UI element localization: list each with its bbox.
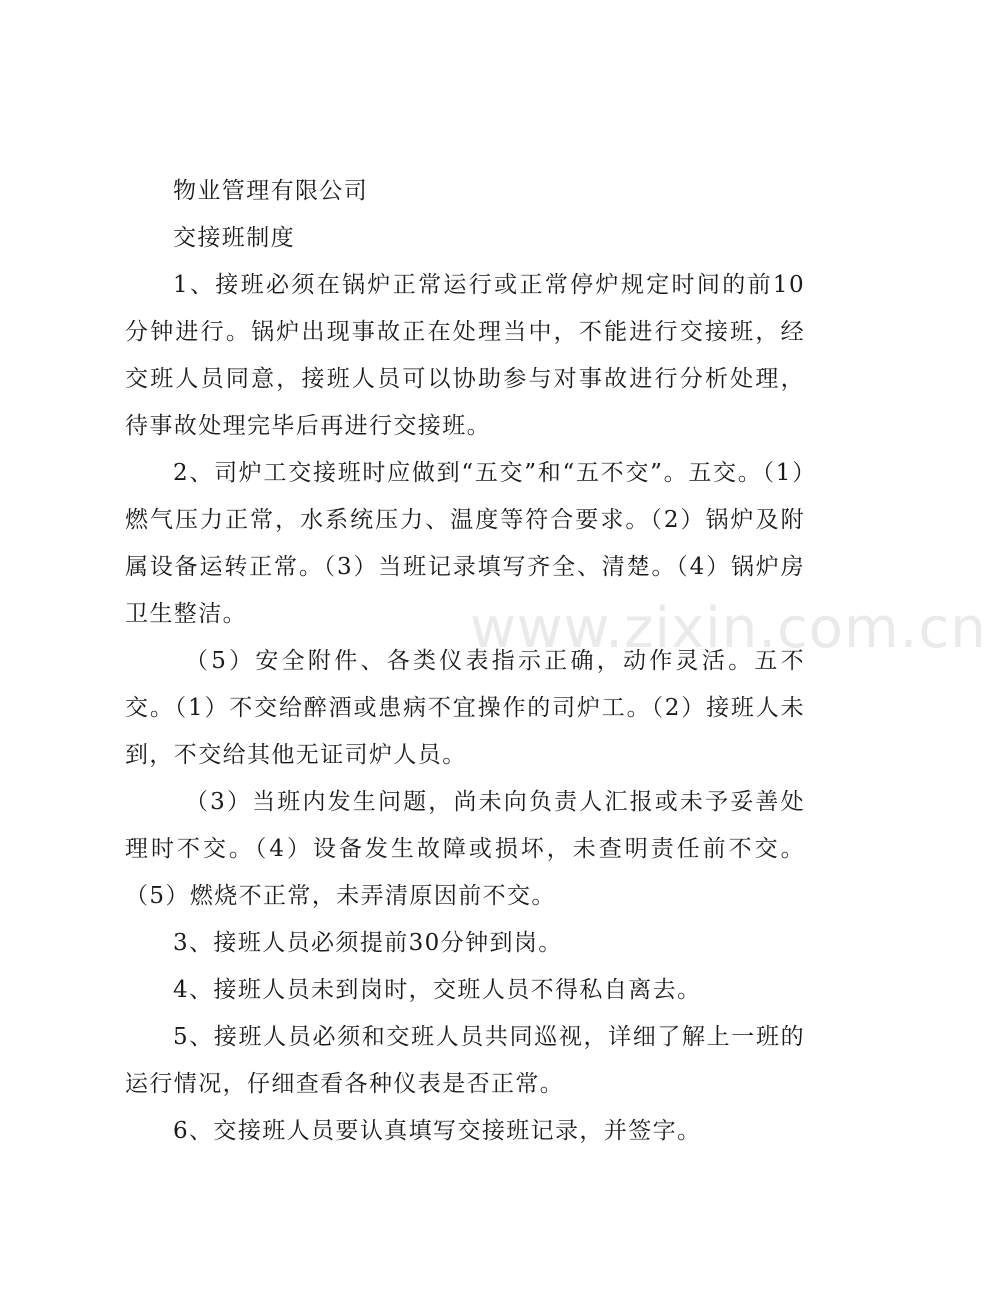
paragraph-3: （5）安全附件、各类仪表指示正确，动作灵活。五不交。（1）不交给醉酒或患病不宜操作的司炉工。（2）接班人未到，不交给其他无证司炉人员。 — [125, 648, 805, 768]
watermark: www.zixin.com.cn — [470, 596, 987, 661]
paragraph-5: 3、接班人员必须提前30分钟到岗。 — [173, 930, 563, 956]
paragraph-6: 4、接班人员未到岗时，交班人员不得私自离去。 — [173, 977, 702, 1003]
paragraph-7: 5、接班人员必须和交班人员共同巡视，详细了解上一班的运行情况，仔细查看各种仪表是否正常。 — [125, 1024, 805, 1097]
company-name: 物业管理有限公司 — [173, 178, 369, 204]
paragraph-8: 6、交接班人员要认真填写交接班记录，并签字。 — [173, 1118, 702, 1144]
document-body — [125, 168, 805, 1155]
paragraph-1: 1、接班必须在锅炉正常运行或正常停炉规定时间的前10分钟进行。锅炉出现事故正在处理当中，不能进行交接班，经交班人员同意，接班人员可以协助参与对事故进行分析处理，待事故处理完毕后再进行交接班。 — [125, 272, 805, 439]
paragraph-4: （3）当班内发生问题，尚未向负责人汇报或未予妥善处理时不交。（4）设备发生故障或损坏，未查明责任前不交。（5）燃烧不正常，未弄清原因前不交。 — [125, 789, 805, 909]
document-title: 交接班制度 — [173, 225, 295, 251]
paragraph-2: 2、司炉工交接班时应做到“五交”和“五不交”。五交。（1）燃气压力正常，水系统压力、温度等符合要求。（2）锅炉及附属设备运转正常。（3）当班记录填写齐全、清楚。（4）锅炉房卫生整洁。 — [125, 460, 805, 627]
